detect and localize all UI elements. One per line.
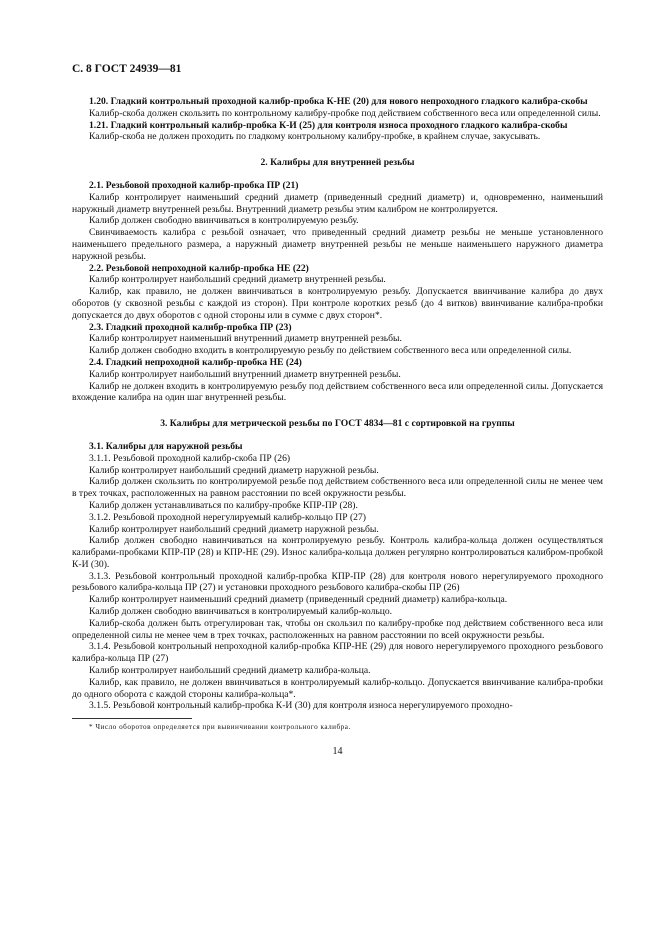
- paragraph: Калибр должен свободно ввинчиваться в контролируемую резьбу.: [89, 215, 359, 227]
- paragraph: Калибр не должен входить в контролируемую резьбу под действием собственного веса или определенной силы. Допускается вхождение калибра на один шаг внутренней резьбы.: [72, 380, 603, 404]
- page-number: 14: [332, 746, 343, 758]
- section-title: 2. Калибры для внутренней резьбы: [260, 157, 415, 169]
- clause-heading: 2.2. Резьбовой непроходной калибр-пробка НЕ (22): [89, 262, 309, 274]
- paragraph: Калибр-скоба должен быть отрегулирован так, чтобы он скользил по калибру-пробке под действием собственного веса или определенной силы не менее чем в трех точках, расположенных на равном расстоянии по всей окружности резьбы.: [72, 617, 603, 641]
- footnote-divider: [72, 718, 192, 719]
- paragraph: Калибр контролирует наименьший внутренний диаметр внутренней резьбы.: [89, 333, 402, 345]
- paragraph: Калибр должен свободно навинчиваться на контролируемую резьбу. Контроль калибра-кольца должен осуществляться калибрами-пробками КПР-ПР (28) и КПР-НЕ (29). Износ калибра-кольца должен регулярно контролироваться калибром-пробкой К-И (30).: [72, 535, 603, 570]
- paragraph: Калибр, как правило, не должен ввинчиваться в контролируемый калибр-кольцо. Допускается ввинчивание калибра-пробки до одного оборота с каждой стороны калибра-кольца*.: [72, 676, 603, 700]
- footnote: * Число оборотов определяется при вывинчивании контрольного калибра.: [89, 723, 351, 732]
- clause-heading: 3.1. Калибры для наружной резьбы: [89, 440, 243, 452]
- paragraph: Свинчиваемость калибра с резьбой означает, что приведенный средний диаметр резьбы не меньше установленного наименьшего предельного размера, а наружный диаметр внутренней резьбы не меньше наименьшего наружного диаметра наружной резьбы.: [72, 227, 603, 262]
- paragraph: Калибр должен скользить по контролируемой резьбе под действием собственного веса или определенной силы не менее чем в трех точках, расположенных на равном расстоянии по всей окружности резьбы.: [72, 476, 603, 500]
- paragraph: Калибр контролирует наибольший внутренний диаметр внутренней резьбы.: [89, 368, 401, 380]
- paragraph: 3.1.1. Резьбовой проходной калибр-скоба ПР (26): [89, 452, 291, 464]
- paragraph: 3.1.5. Резьбовой контрольный калибр-пробка К-И (30) для контроля износа нерегулируемого проходно-: [89, 700, 513, 712]
- clause-heading: 2.4. Гладкий непроходной калибр-пробка НЕ (24): [89, 356, 302, 368]
- section-title: 3. Калибры для метрической резьбы по ГОСТ 4834—81 с сортировкой на группы: [160, 418, 515, 430]
- paragraph: Калибр должен устанавливаться по калибру-пробке КПР-ПР (28).: [89, 499, 358, 511]
- paragraph: Калибр должен свободно входить в контролируемую резьбу по действием собственного веса или определенной силы.: [89, 345, 572, 357]
- paragraph: Калибр контролирует наибольший средний диаметр наружной резьбы.: [89, 464, 379, 476]
- clause-heading: 1.21. Гладкий контрольный калибр-пробка К-И (25) для контроля износа проходного гладкого калибра-скобы: [89, 119, 568, 131]
- paragraph: 3.1.4. Резьбовой контрольный непроходной калибр-пробка КПР-НЕ (29) для нового нерегулируемого проходного резьбового калибра-кольца ПР (27): [72, 641, 603, 665]
- paragraph: Калибр, как правило, не должен ввинчиваться в контролируемую резьбу. Допускается ввинчивание калибра до двух оборотов (у сквозной резьбы с каждой из сторон). При контроле коротких резьб (до 4 витков) ввинчивание калибра-пробки допускается до двух оборотов с одной стороны или в сумме с двух сторон*.: [72, 286, 603, 321]
- page-header: С. 8 ГОСТ 24939—81: [72, 63, 182, 75]
- paragraph: Калибр должен свободно ввинчиваться в контролируемый калибр-кольцо.: [89, 606, 393, 618]
- paragraph: Калибр контролирует наименьший средний диаметр (приведенный средний диаметр) и, одновременно, наименьший наружный диаметр внутренней резьбы. Внутренний диаметр резьбы этим калибром не контролируется.: [72, 191, 603, 215]
- clause-heading: 2.3. Гладкий проходной калибр-пробка ПР (23): [89, 321, 292, 333]
- paragraph: Калибр контролирует наименьший средний диаметр (приведенный средний диаметр) калибра-кольца.: [89, 594, 508, 606]
- paragraph: Калибр контролирует наибольший средний диаметр наружной резьбы.: [89, 523, 379, 535]
- clause-heading: 2.1. Резьбовой проходной калибр-пробка ПР (21): [89, 179, 299, 191]
- paragraph: Калибр контролирует наибольший средний диаметр внутренней резьбы.: [89, 274, 386, 286]
- paragraph: 3.1.2. Резьбовой проходной нерегулируемый калибр-кольцо ПР (27): [89, 511, 366, 523]
- paragraph: Калибр-скоба не должен проходить по гладкому контрольному калибру-пробке, в крайнем случае, закусывать.: [89, 131, 541, 143]
- paragraph: Калибр контролирует наибольший средний диаметр калибра-кольца.: [89, 665, 371, 677]
- paragraph: Калибр-скоба должен скользить по контрольному калибру-пробке под действием собственного веса или определенной силы.: [89, 107, 601, 119]
- document-body: [72, 96, 603, 712]
- clause-heading: 1.20. Гладкий контрольный проходной калибр-пробка К-НЕ (20) для нового непроходного гладкого калибра-скобы: [89, 96, 588, 107]
- paragraph: 3.1.3. Резьбовой контрольный проходной калибр-пробка КПР-ПР (28) для контроля нового нерегулируемого проходного резьбового калибра-кольца ПР (27) и установки проходного резьбового калибра-скобы ПР (26): [72, 570, 603, 594]
